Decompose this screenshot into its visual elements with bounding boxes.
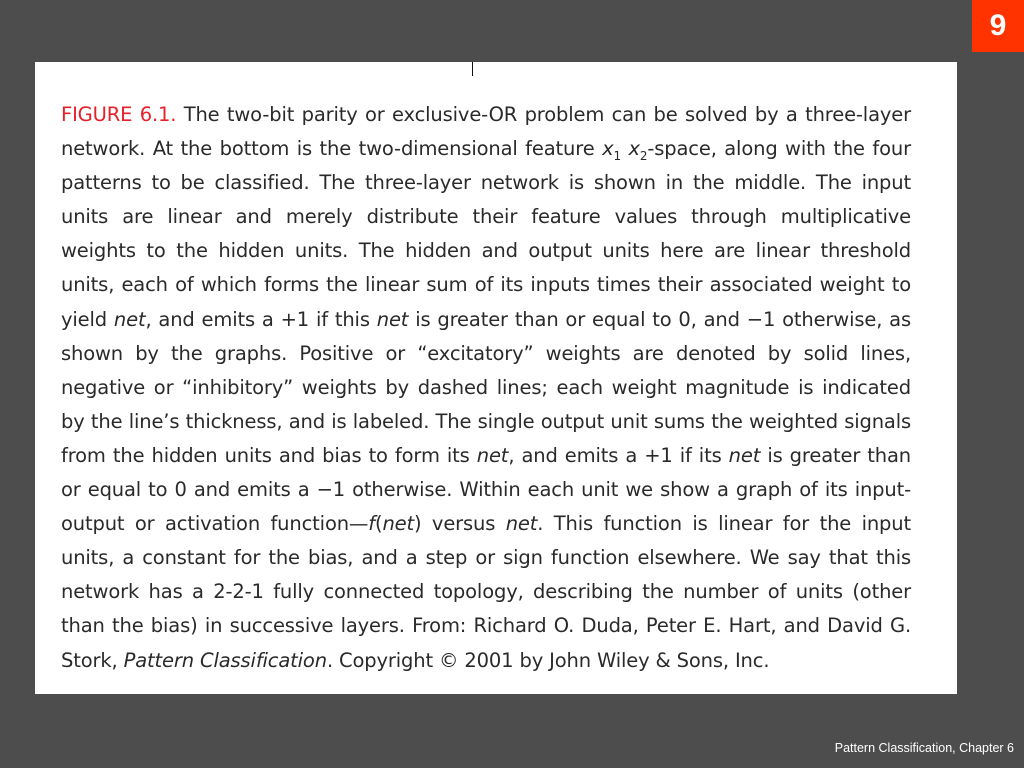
caption-segment: net — [476, 443, 509, 467]
caption-segment: x — [602, 137, 614, 161]
caption-segment: The two-bit parity or exclusive-OR problem can be solved by a three-layer network. At the bottom is the two-dimensional feature — [61, 103, 911, 161]
caption-segment: net — [113, 307, 146, 331]
tick-mark — [472, 62, 473, 76]
caption-segment: net — [376, 307, 409, 331]
caption-segment: is greater than or equal to 0 and emits a −1 otherwise. Within each unit we show a graph of its input-output or activation function— — [61, 443, 912, 536]
caption-segment: f — [368, 512, 375, 536]
figure-caption-text — [61, 98, 911, 678]
caption-segment: ) versus — [414, 512, 506, 536]
caption-segment: ( — [375, 512, 383, 536]
caption-segment: is greater than or equal to 0, and −1 otherwise, as shown by the graphs. Positive or “excitatory” weights are denoted by solid lines, negative or “inhibitory” weights by dashed lines; each weight magnitude is indicated by the line’s thickness, and is labeled. The single output unit sums the weighted signals from the hidden units and bias to form its — [61, 307, 911, 467]
caption-segment: . This function is linear for the input units, a constant for the bias, and a step or sign function elsewhere. We say that this network has a 2-2-1 fully connected topology, describing the number of units (other than the bias) in successive layers. From: Richard O. Duda, Peter E. Hart, and David G. Stork, — [61, 512, 911, 672]
figure-caption-panel — [35, 62, 957, 694]
caption-segment: , and emits a +1 if its — [508, 443, 729, 467]
figure-label: FIGURE 6.1. — [61, 103, 177, 126]
caption-segment: , and emits a +1 if this — [145, 307, 377, 331]
caption-segment: net — [728, 443, 761, 467]
caption-segment: net — [505, 512, 538, 536]
footer-chapter-label: Pattern Classification, Chapter 6 — [834, 741, 1014, 755]
caption-segment: -space, along with the four patterns to be classified. The three-layer network is shown in the middle. The input units are linear and merely distribute their feature values through multiplicative weights to the hidden units. The hidden and output units here are linear threshold units, each of which forms the linear sum of its inputs times their associated weight to yield — [61, 137, 911, 331]
caption-segment: 1 — [613, 148, 621, 163]
caption-segment: x — [628, 137, 640, 161]
slide-number-badge: 9 — [972, 0, 1024, 52]
caption-segment: . Copyright © 2001 by John Wiley & Sons, Inc. — [326, 648, 770, 672]
caption-segment: net — [382, 512, 415, 536]
caption-body — [61, 103, 911, 672]
caption-segment: 2 — [639, 148, 648, 163]
caption-segment: Pattern Classification — [123, 648, 327, 672]
